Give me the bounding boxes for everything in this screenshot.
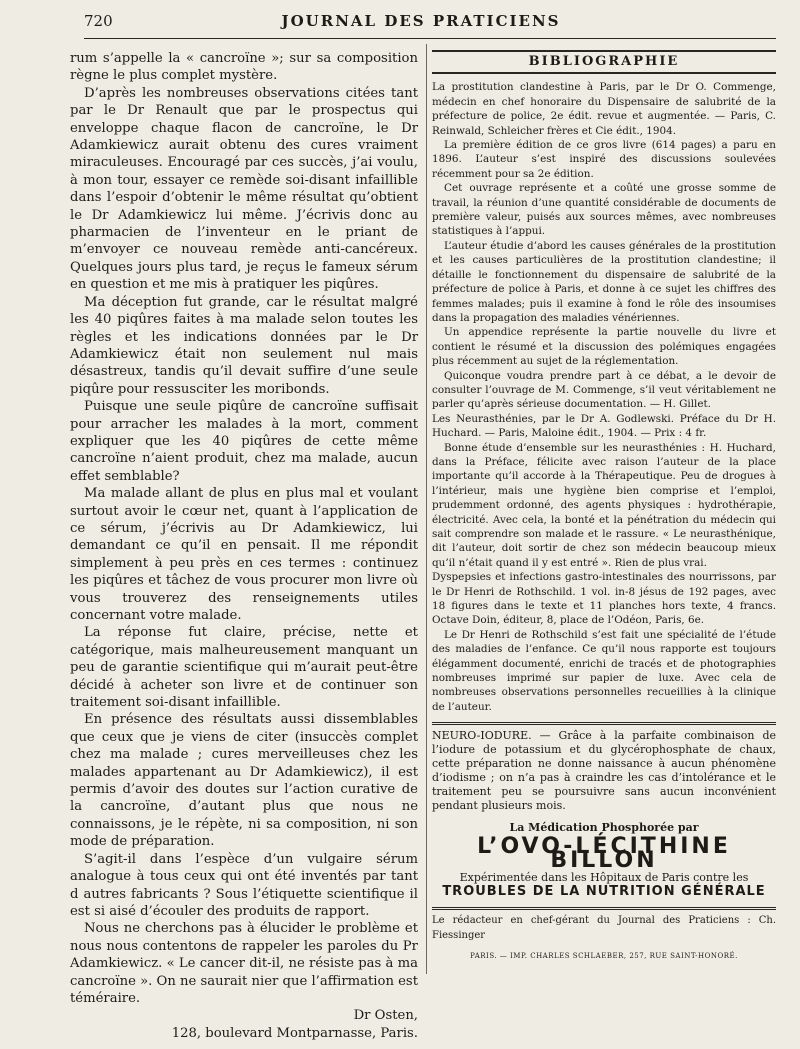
article-paragraph: La réponse fut claire, précise, nette et catégorique, mais malheureusement manquant un peu de garantie scientifique qui m’aurait peut-être décidé à acheter son livre et de continuer son traitement soi-disant infaillible. <box>70 625 418 711</box>
book-reference: La prostitution clandestine à Paris, par le Dr O. Commenge, médecin en chef honoraire du Dispensaire de salubrité de la préfecture de police, 2e édit. revue et augmentée. — Paris, C. Reinwald, Schleicher frères et Cie édit., 1904. <box>432 81 776 137</box>
column-divider <box>426 44 427 974</box>
book-reference: Les Neurasthénies, par le Dr A. Godlewski. Préface du Dr H. Huchard. — Paris, Maloine édit., 1904. — Prix : 4 fr. <box>432 412 776 440</box>
review-paragraph: La première édition de ce gros livre (614 pages) a paru en 1896. L’auteur s’est inspiré des discussions soulevées récemment pour sa 2e édition. <box>432 139 776 180</box>
article-paragraph: Ma malade allant de plus en plus mal et voulant surtout avoir le cœur net, quant à l’application de ce sérum, j’écrivis au Dr Adamkiewicz, lui demandant ce qu’il en pensait. Il me répondit simplement à peu près en ces termes : continuez les piqûres et tâchez de vous procurer mon livre où vous trouverez des renseignements utiles concernant votre malade. <box>70 486 418 623</box>
section-title: BIBLIOGRAPHIE <box>432 50 776 74</box>
author-address: 128, boulevard Montparnasse, Paris. <box>171 1025 418 1041</box>
page-header <box>66 12 776 34</box>
article-paragraph: rum s’appelle la « cancroïne »; sur sa composition règne le plus complet mystère. <box>70 51 418 84</box>
article-paragraph: D’après les nombreuses observations citées tant par le Dr Renault que par le prospectus qui enveloppe chaque flacon de cancroïne, le Dr Adamkiewicz aurait obtenu des cures vraiment miraculeuses. Encouragé par ces succès, j’ai voulu, à mon tour, essayer ce remède soi-disant infaillible dans l’espoir d’obtenir le même résultat qu’obtient le Dr Adamkiewicz lui même. J’écrivis donc au pharmacien de l’inventeur en le priant de m’envoyer ce nouveau remède anti-cancéreux. Quelques jours plus tard, je reçus le fameux sérum en question et me mis à pratiquer les piqûres. <box>70 85 418 293</box>
ad-medication-line: La Médication Phosphorée par <box>509 821 699 835</box>
review-paragraph: Le Dr Henri de Rothschild s’est fait une spécialité de l’étude des maladies de l’enfance. Ce qu’il nous rapporte est toujours élégamment documenté, enrichi de tracés et de photographies nombreuses imprimé sur papier de luxe. Avec cela de nombreuses observations personnelles recueillies à la clinique de l’auteur. <box>432 628 776 713</box>
review-paragraph: L’auteur étudie d’abord les causes générales de la prostitution et les causes particulières de la prostitution clandestine; il détaille le fonctionnement du dispensaire de salubrité de la préfecture de police à Paris, et donne à ce sujet les chiffres des femmes malades; puis il examine à fond le rôle des insoumises dans la propagation des maladies vénériennes. <box>432 239 776 324</box>
ad-troubles-line: TROUBLES DE LA NUTRITION GÉNÉRALE <box>442 883 766 899</box>
review-paragraph: Un appendice représente la partie nouvelle du livre et contient le résumé et la discussion des polémiques engagées plus récemment au sujet de la réglementation. <box>432 326 776 368</box>
book-reference: Dyspepsies et infections gastro-intestinales des nourrissons, par le Dr Henri de Rothschild. 1 vol. in-8 jésus de 192 pages, avec 18 figures dans le texte et 11 planches hors texte, 4 francs. Octave Doin, éditeur, 8, place de l’Odéon, Paris, 6e. <box>432 571 776 627</box>
ad-experimented-line: Expérimentée dans les Hôpitaux de Paris contre les <box>459 870 749 884</box>
author-signature: Dr Osten, <box>353 1008 418 1024</box>
article-paragraph: Nous ne cherchons pas à élucider le problème et nous nous contentons de rappeler les paroles du Pr Adamkiewicz. « Le cancer dit-il, ne résiste pas à ma cancroïne ». On ne saurait nier que l’affirmation est téméraire. <box>70 921 419 1006</box>
page-number: 720 <box>84 12 113 30</box>
ad-brand-name: L’OVO-LÉCITHINE BILLON <box>477 833 731 874</box>
review-paragraph: Bonne étude d’ensemble sur les neurasthénies : H. Huchard, dans la Préface, félicite avec raison l’auteur de la place importante qu’il accorde à la Thérapeutique. Peu de drogues à l’intérieur, mais une hygiène bien comprise et l’emploi, prudemment ordonné, des agents physiques : hydrothérapie, électricité. Avec cela, la bonté et la pénétration du médecin qui sait comprendre son malade et le rassure. « Le neurasthénique, dit l’auteur, doit sortir de chez son médecin beaucoup mieux qu’il n’était quand il y est entré ». Rien de plus vrai. <box>432 441 776 569</box>
neuro-iodure-ad: NEURO-IODURE. — Grâce à la parfaite combinaison de l’iodure de potassium et du glycérophosphate de chaux, cette préparation ne donne naissance à aucun phénomène d’iodisme ; on n’a pas à craindre les cas d’intolérance et le traitement peu se poursuivre sans aucun inconvénient pendant plusieurs mois. <box>432 729 776 813</box>
article-paragraph: En présence des résultats aussi dissemblables que ceux que je viens de citer (insuccès complet chez ma malade ; cures merveilleuses chez les malades appartenant au Dr Adamkiewicz), il est permis d’avoir des doutes sur l’action curative de la cancroïne, d’autant plus que nous ne connaissons, je le répète, ni sa composition, ni son mode de préparation. <box>70 712 418 850</box>
right-column <box>432 46 776 964</box>
review-paragraph: Cet ouvrage représente et a coûté une grosse somme de travail, la réunion d’une quantité considérable de documents de première valeur, puisés aux sources mêmes, avec nombreuses statistiques à l’appui. <box>432 182 776 238</box>
article-paragraph: Ma déception fut grande, car le résultat malgré les 40 piqûres faites à ma malade selon toutes les règles et les indications données par le Dr Adamkiewicz était non seulement nul mais désastreux, tandis qu’il devait suffire d’une seule piqûre pour ressusciter les moribonds. <box>70 294 418 397</box>
header-rule <box>84 38 776 39</box>
review-paragraph: Quiconque voudra prendre part à ce débat, a le devoir de consulter l’ouvrage de M. Commenge, s’il veut véritablement ne parler qu’après sérieuse documentation. — H. Gillet. <box>432 369 776 411</box>
advertisement-block <box>432 722 776 963</box>
journal-title: JOURNAL DES PRATICIENS <box>281 12 561 30</box>
article-paragraph: S’agit-il dans l’espèce d’un vulgaire sérum analogue à tous ceux qui ont été inventés par tant d autres fabricants ? Sous l’étiquette scientifique il est si aisé d’écouler des produits de rapport. <box>70 851 418 919</box>
left-column <box>70 50 418 1042</box>
editor-line: Le rédacteur en chef-gérant du Journal des Praticiens : Ch. Fiessinger <box>432 907 776 943</box>
printer-line: PARIS. — IMP. CHARLES SCHLAEBER, 257, RUE SAINT-HONORÉ. <box>470 952 738 961</box>
article-paragraph: Puisque une seule piqûre de cancroïne suffisait pour arracher les malades à la mort, comment expliquer que les 40 piqûres de cette même cancroïne n’aient produit, chez ma malade, aucun effet semblable? <box>70 399 418 484</box>
